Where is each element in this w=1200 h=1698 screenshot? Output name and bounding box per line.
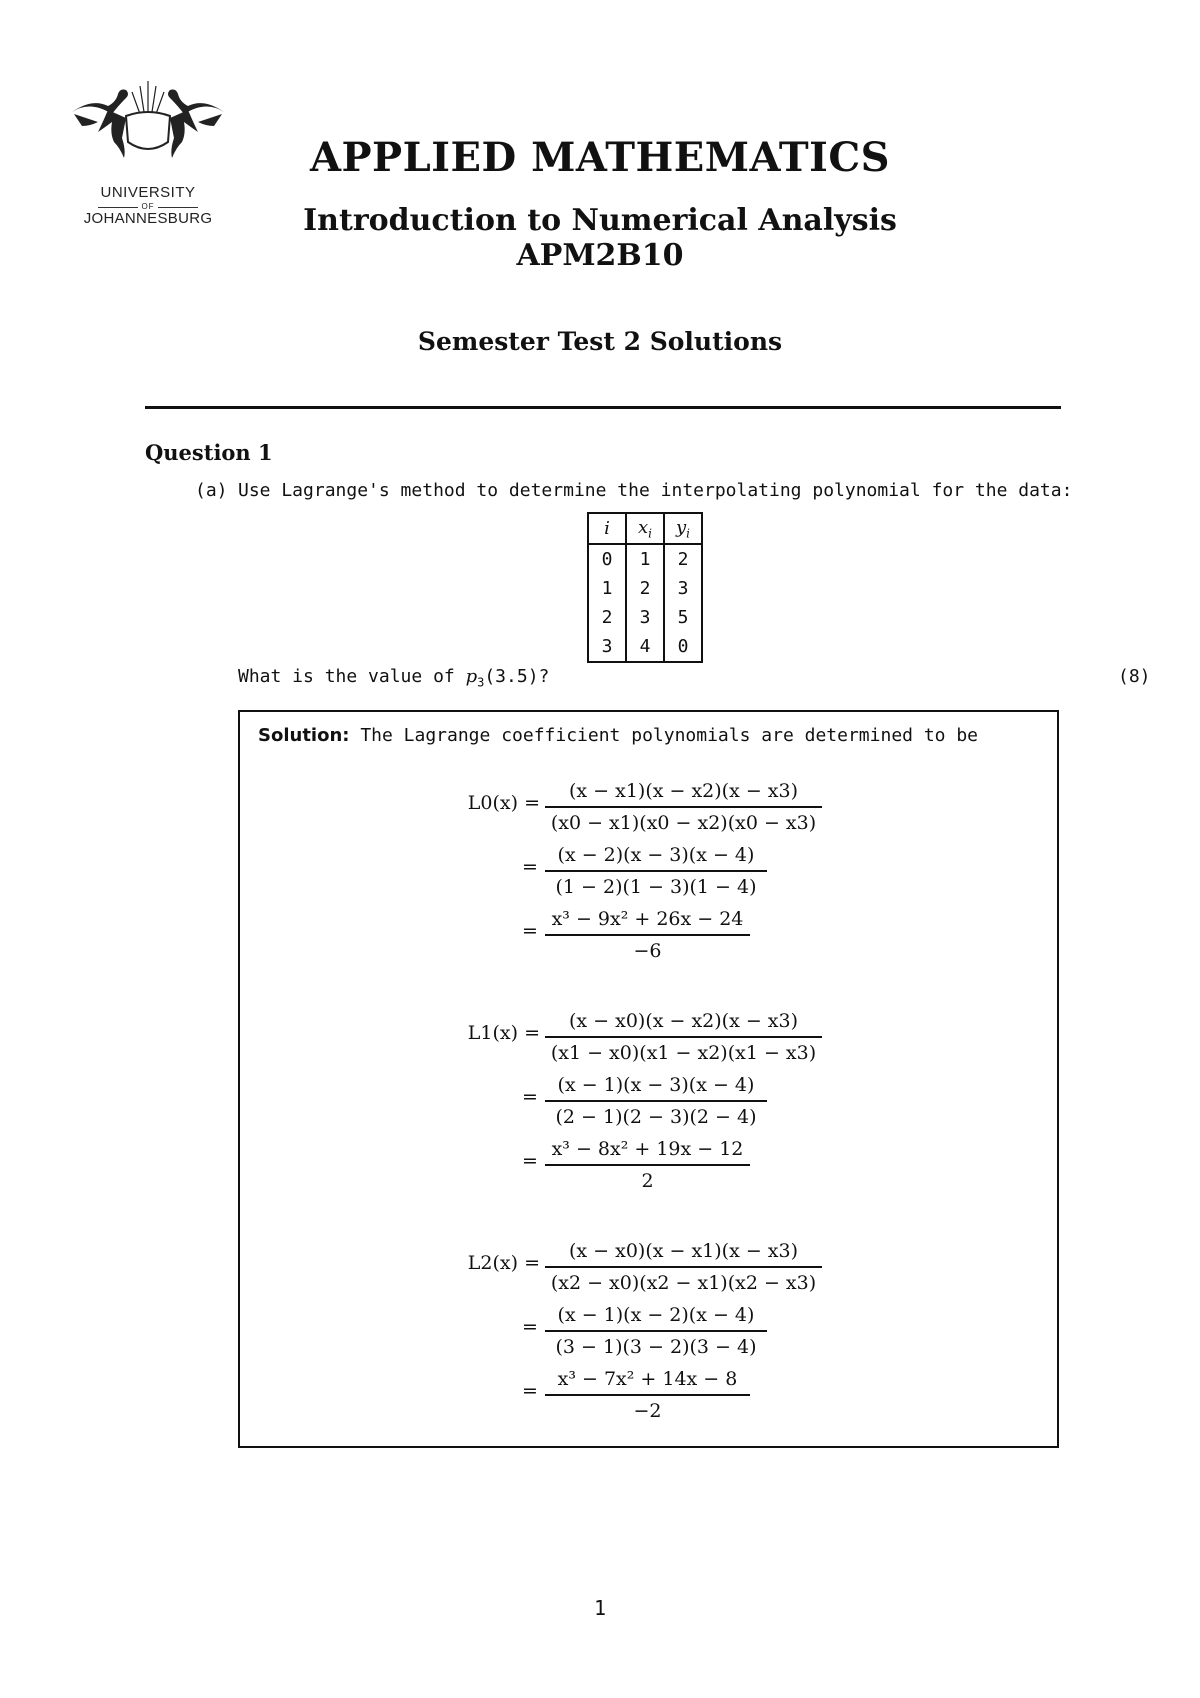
solution-label: Solution: [258, 725, 350, 746]
fraction-denominator: (x0 − x1)(x0 − x2)(x0 − x3) [550, 812, 817, 834]
fraction-denominator: −2 [633, 1400, 662, 1422]
fraction-numerator: (x − 2)(x − 3)(x − 4) [557, 844, 755, 866]
table-cell: 2 [588, 603, 626, 632]
fraction [545, 776, 822, 838]
table-cell: 2 [664, 544, 702, 574]
equation-lhs: L1(x) = [467, 1022, 540, 1044]
equals-sign: = [522, 1316, 538, 1338]
equals-sign: = [522, 920, 538, 942]
fraction [545, 840, 767, 902]
fraction-denominator: 2 [641, 1170, 654, 1192]
fraction [545, 1134, 750, 1196]
fraction-denominator: (2 − 1)(2 − 3)(2 − 4) [555, 1106, 757, 1128]
question-title: Question 1 [145, 440, 273, 465]
equals-sign: = [522, 1380, 538, 1402]
page-number: 1 [593, 1596, 607, 1620]
fraction-denominator: (x2 − x0)(x2 − x1)(x2 − x3) [550, 1272, 817, 1294]
table-row [588, 603, 702, 632]
table-cell: 1 [588, 574, 626, 603]
part-a-label: (a) [195, 480, 228, 501]
fraction-numerator: x³ − 7x² + 14x − 8 [557, 1368, 738, 1390]
table-header-y: $y_i$ [664, 513, 702, 544]
table-cell: 3 [588, 632, 626, 662]
fraction-numerator: (x − x1)(x − x2)(x − x3) [568, 780, 799, 802]
fraction-numerator: (x − x0)(x − x1)(x − x3) [568, 1240, 799, 1262]
table-cell: 5 [664, 603, 702, 632]
table-header-i: i [588, 513, 626, 544]
table-cell: 4 [626, 632, 664, 662]
equals-sign: = [522, 1150, 538, 1172]
solution-heading [258, 725, 978, 746]
table-header-row [588, 513, 702, 544]
test-name: Semester Test 2 Solutions [417, 327, 783, 356]
table-cell: 3 [664, 574, 702, 603]
fraction-denominator: (x1 − x0)(x1 − x2)(x1 − x3) [550, 1042, 817, 1064]
table-row [588, 544, 702, 574]
fraction-denominator: (3 − 1)(3 − 2)(3 − 4) [555, 1336, 757, 1358]
fraction [545, 1006, 822, 1068]
marks-label: (8) [1118, 666, 1151, 687]
table-cell: 1 [626, 544, 664, 574]
table-cell: 2 [626, 574, 664, 603]
part-a-text: Use Lagrange's method to determine the interpolating polynomial for the data: [238, 480, 1073, 501]
fraction-numerator: (x − x0)(x − x2)(x − x3) [568, 1010, 799, 1032]
course-subtitle: Introduction to Numerical Analysis [303, 203, 897, 238]
table-cell: 3 [626, 603, 664, 632]
question-part-a [195, 480, 1072, 501]
fraction-numerator: x³ − 9x² + 26x − 24 [551, 908, 744, 930]
table-cell: 0 [664, 632, 702, 662]
fraction [545, 904, 750, 966]
fraction [545, 1070, 767, 1132]
equation-lhs: L0(x) = [467, 792, 540, 814]
value-prompt: What is the value of $p_3(3.5)$? [238, 666, 550, 690]
logo-university-text: UNIVERSITY [100, 184, 196, 201]
data-table [587, 512, 703, 663]
fraction-denominator: (1 − 2)(1 − 3)(1 − 4) [555, 876, 757, 898]
solution-intro: The Lagrange coefficient polynomials are determined to be [360, 725, 979, 746]
fraction [545, 1236, 822, 1298]
fraction [545, 1300, 767, 1362]
table-row [588, 574, 702, 603]
course-code: APM2B10 [516, 238, 684, 273]
logo-johannesburg-text: JOHANNESBURG [83, 210, 213, 227]
table-row [588, 632, 702, 662]
fraction [545, 1364, 750, 1426]
page-title: APPLIED MATHEMATICS [309, 134, 891, 181]
logo-of-text: OF [141, 202, 155, 211]
equals-sign: = [522, 1086, 538, 1108]
table-cell: 0 [588, 544, 626, 574]
equals-sign: = [522, 856, 538, 878]
fraction-numerator: x³ − 8x² + 19x − 12 [551, 1138, 744, 1160]
fraction-numerator: (x − 1)(x − 2)(x − 4) [557, 1304, 755, 1326]
equation-lhs: L2(x) = [467, 1252, 540, 1274]
fraction-denominator: −6 [633, 940, 662, 962]
header-divider [145, 406, 1061, 409]
fraction-numerator: (x − 1)(x − 3)(x − 4) [557, 1074, 755, 1096]
table-header-x: $x_i$ [626, 513, 664, 544]
